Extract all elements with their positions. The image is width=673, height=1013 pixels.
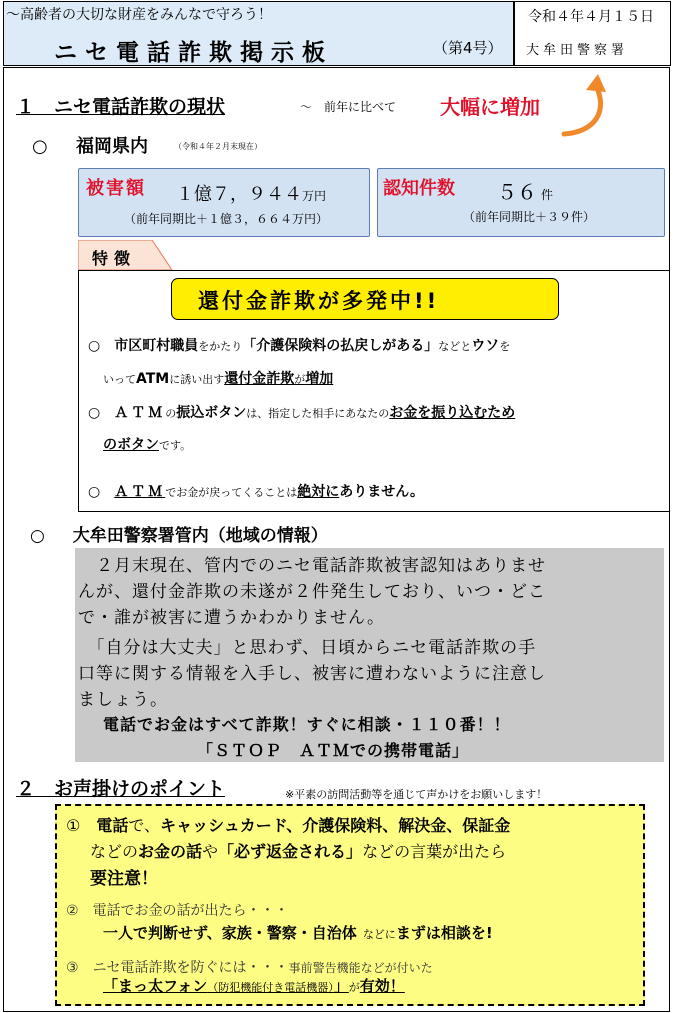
tip-3-text: 」 [333,977,349,995]
count-unit: 件 [541,188,554,202]
issue-number: （第4号） [433,39,503,57]
feature-item-1 [88,335,510,355]
bullet-icon: ○ [32,136,48,157]
local-info-slogan: 「ＳＴＯＰ ＡＴＭでの携帯電話」 [197,741,470,760]
issue-date: 令和４年４月１５日 [528,9,654,25]
tip-1-line2 [90,839,506,862]
tip-3-phone-desc: （防犯機能付き電話機器） [207,981,334,994]
feature-item-1-text: を [499,340,511,353]
damage-yoy: （前年同期比＋１億３，６６４万円） [124,212,329,226]
tip-2-consult: まずは相談を! [395,924,493,942]
tip-1-money: お金の話 [138,842,203,861]
feature-item-3-text: でお金が戻ってくることは [165,486,298,499]
police-station: 大牟田警察署 [526,43,629,58]
feature-item-2-atm: ＡＴＭ [114,405,166,421]
tip-3-effective: 有効！ [359,977,405,995]
fukuoka-label: 福岡県内 [76,136,148,157]
page-title: ニセ電話詐欺掲示板 [54,40,333,66]
section2-heading [16,774,225,801]
local-info-line: 「自分は大丈夫」と思わず、日頃からニセ電話詐欺の手 [78,638,537,658]
tip-1-quote: 「必ず返金される」 [218,842,363,861]
tip-number: ② [66,903,93,919]
omuta-label: 大牟田警察署管内（地域の情報） [72,526,328,546]
tip-1-text: などの [90,842,139,861]
local-info-line: 口等に関する情報を入手し、被害に遭わないように注意し [78,664,546,684]
bullet-icon: ○ [30,526,45,546]
feature-item-3-end: ありません。 [339,484,425,500]
tip-2-text: 電話でお金の話が出たら・・・ [92,903,289,919]
feature-item-2-line2 [103,434,191,454]
tip-2-text: などに [362,928,396,941]
local-info-line: んが、還付金詐欺の未遂が２件発生しており、いつ・どこ [78,582,546,602]
feature-item-1-text: に誘い出す [169,373,225,386]
feature-item-1-actor: 市区町村職員 [114,338,199,354]
local-info-line: ましょう。 [78,690,168,710]
feature-item-3-atm: ＡＴＭ [114,484,166,500]
feature-item-3 [88,481,424,501]
feature-item-1-text: いって [103,373,136,386]
local-info-line: ２月末現在、管内でのニセ電話詐欺被害認知はありませ [78,556,546,576]
local-info-emphasis: 電話でお金はすべて詐欺！すぐに相談・１１０番！！ [103,715,511,734]
feature-item-2-text: は、指定した相手にあなたの [246,407,390,420]
tip-3-text: ニセ電話詐欺を防ぐには・・・ [92,960,289,976]
section1-heading [16,92,225,119]
tip-1-warning: 要注意！ [90,869,158,889]
curved-arrow-icon [556,72,616,152]
section1-subtext: ～ 前年に比べて [300,100,397,114]
tip-1-text: や [202,842,219,861]
feature-tab-label: 特徴 [92,249,137,268]
count-yoy: （前年同期比＋３９件） [463,210,596,224]
section2-heading-text: ２ お声掛けのポイント [16,778,226,800]
local-info-line: で・誰が被害に遭うかわかりません。 [78,608,386,628]
feature-item-1-atm: ATM [136,371,170,387]
tip-1-text: で、 [128,816,161,835]
feature-item-1-text: をかたり [198,340,243,353]
feature-item-1-text: などと [438,340,472,353]
fukuoka-date-note: （令和４年２月末現在） [174,142,262,151]
count-value [497,176,553,205]
tip-2-line2 [103,922,493,943]
refund-fraud-banner-text: 還付金詐欺が多発中!! [198,289,440,313]
damage-value [176,180,326,206]
feature-item-1-text: が [294,373,306,386]
tip-1-phone: 電話 [96,816,129,835]
bullet-icon: ○ [88,338,115,354]
feature-item-2-emphasis: のボタン [103,437,159,453]
tip-2-emphasis: 一人で判断せず、家族・警察・自治体 [103,924,357,942]
feature-item-1-quote: 「介護保険料の払戻しがある」 [242,338,439,354]
damage-number: １億７，９４４ [176,184,302,205]
damage-label: 被害額 [86,178,146,199]
feature-item-2-text: です。 [159,439,192,452]
bullet-icon: ○ [88,405,115,421]
bullet-icon: ○ [88,484,115,500]
tip-3-phone-name: 「まっ太フォン [103,977,208,995]
tip-3 [66,957,433,977]
section2-note: ※平素の訪問活動等を通じて声かけをお願いします！ [285,788,548,801]
feature-item-2 [88,402,515,422]
tip-3-line2 [103,975,405,996]
tip-1-text: などの言葉が出たら [362,842,507,861]
feature-item-2-text: の [165,407,177,420]
feature-item-1-refund: 還付金詐欺 [224,371,295,387]
tip-number: ③ [66,960,93,976]
count-label: 認知件数 [383,178,455,199]
tip-number: ① [66,816,97,835]
tip-1-keywords: キャッシュカード、介護保険料、解決金、保証金 [160,816,511,835]
fukuoka-heading [32,132,148,158]
tip-3-text: 事前警告機能などが付いた [288,961,433,975]
increase-highlight: 大幅に増加 [440,95,540,119]
tip-1 [66,813,510,836]
feature-item-1-line2 [103,368,333,388]
feature-item-1-lie: ウソ [471,338,500,354]
omuta-heading [30,521,328,546]
feature-item-1-increase: 増加 [305,371,334,387]
tagline: ～高齢者の大切な財産をみんなで守ろう！ [6,7,272,23]
feature-item-2-button: 振込ボタン [176,405,247,421]
count-number: ５６ [497,180,537,204]
tip-2 [66,900,289,920]
feature-item-2-emphasis: お金を振り込むため [389,405,516,421]
feature-item-3-emphasis: 絶対に [297,484,340,500]
section1-heading-text: １ ニセ電話詐欺の現状 [16,96,226,118]
tip-3-text: が [348,981,360,994]
damage-unit: 万円 [302,189,327,203]
